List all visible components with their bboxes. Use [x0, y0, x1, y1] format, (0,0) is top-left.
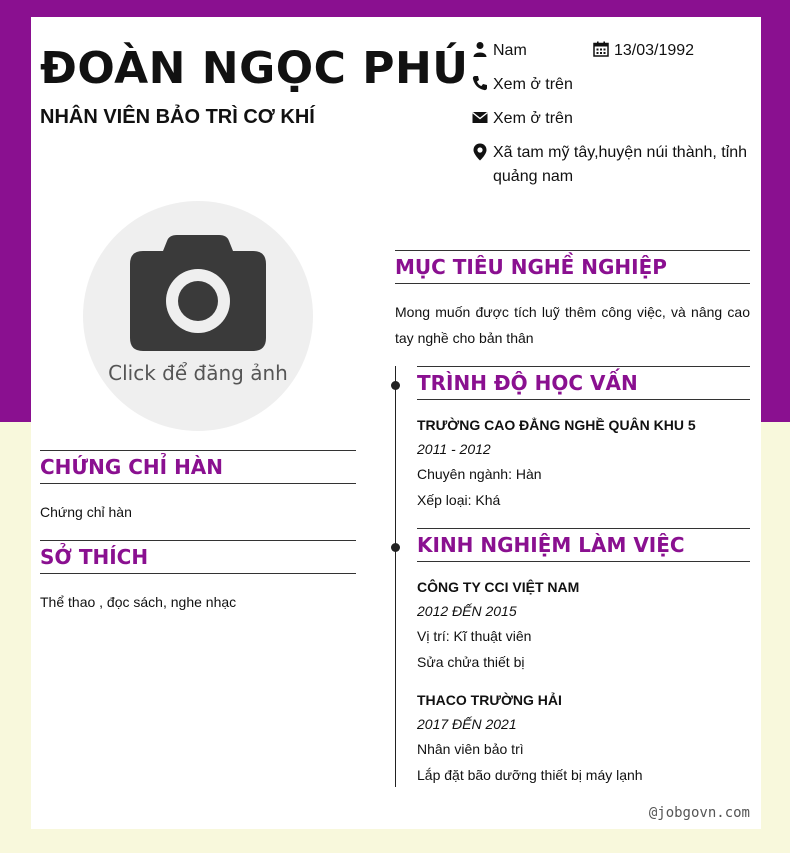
photo-caption: Click để đăng ảnh — [108, 361, 288, 385]
watermark: @jobgovn.com — [648, 805, 750, 821]
hobbies-heading: SỞ THÍCH — [40, 540, 356, 574]
gender-info — [472, 39, 527, 63]
job-title: NHÂN VIÊN BẢO TRÌ CƠ KHÍ — [40, 106, 315, 128]
envelope-icon — [472, 109, 488, 125]
certificates-heading: CHỨNG CHỈ HÀN — [40, 450, 356, 484]
job-period: 2012 ĐẾN 2015 — [417, 603, 517, 619]
person-icon — [472, 41, 488, 57]
candidate-name: ĐOÀN NGỌC PHÚ — [40, 43, 469, 94]
camera-icon — [129, 233, 267, 353]
objective-text: Mong muốn được tích luỹ thêm công việc, và nâng cao tay nghề cho bản thân — [395, 304, 750, 346]
email-value: Xem ở trên — [493, 110, 573, 127]
job-period: 2017 ĐẾN 2021 — [417, 716, 517, 732]
cv-sheet — [31, 17, 761, 829]
map-pin-icon — [472, 143, 488, 161]
job-detail: Lắp đặt bão dưỡng thiết bị máy lạnh — [417, 767, 643, 783]
job-detail: Sửa chửa thiết bị — [417, 654, 525, 670]
education-heading: TRÌNH ĐỘ HỌC VẤN — [417, 366, 750, 400]
timeline-line — [395, 366, 396, 787]
birthdate-info — [593, 39, 694, 63]
timeline-dot-experience — [391, 543, 400, 552]
email-info — [472, 107, 573, 131]
job-company: THACO TRƯỜNG HẢI — [417, 692, 562, 708]
hobbies-text: Thể thao , đọc sách, nghe nhạc — [40, 594, 237, 610]
objective-heading: MỤC TIÊU NGHỀ NGHIỆP — [395, 250, 750, 284]
calendar-icon — [593, 41, 609, 57]
phone-info — [472, 73, 573, 97]
education-major: Chuyên ngành: Hàn — [417, 466, 542, 482]
education-school: TRƯỜNG CAO ĐẲNG NGHỀ QUÂN KHU 5 — [417, 417, 696, 433]
job-detail: Nhân viên bảo trì — [417, 741, 524, 757]
phone-icon — [472, 75, 488, 91]
phone-value: Xem ở trên — [493, 76, 573, 93]
timeline-dot-education — [391, 381, 400, 390]
address-info — [472, 141, 752, 189]
gender-value: Nam — [493, 42, 527, 59]
job-company: CÔNG TY CCI VIỆT NAM — [417, 579, 580, 595]
birthdate-value: 13/03/1992 — [614, 42, 695, 59]
address-value: Xã tam mỹ tây,huyện núi thành, tỉnh quảng nam — [493, 144, 748, 185]
experience-heading: KINH NGHIỆM LÀM VIỆC — [417, 528, 750, 562]
photo-upload-placeholder[interactable] — [83, 201, 313, 431]
job-detail: Vị trí: Kĩ thuật viên — [417, 628, 532, 644]
education-rank: Xếp loại: Khá — [417, 492, 501, 508]
certificates-text: Chứng chỉ hàn — [40, 504, 132, 520]
education-period: 2011 - 2012 — [417, 441, 491, 457]
